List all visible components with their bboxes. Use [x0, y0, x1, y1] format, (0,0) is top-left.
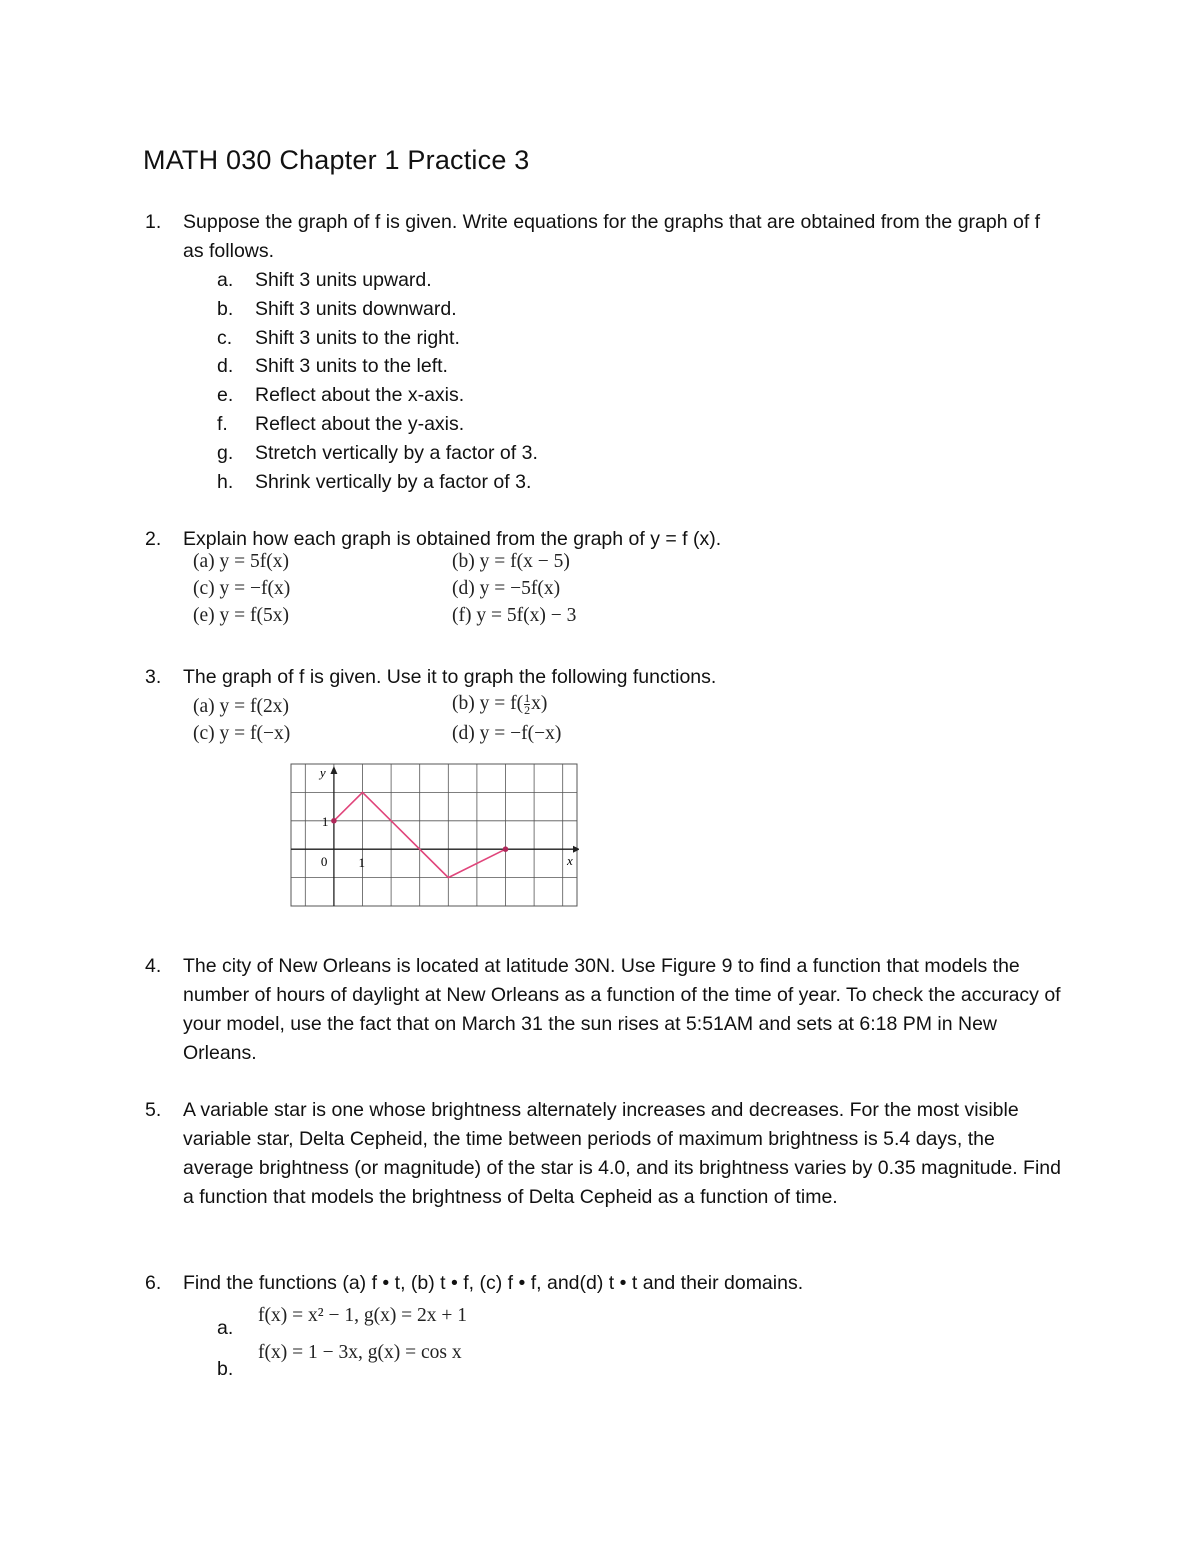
equation-3c: (c) y = f(−x) — [193, 723, 291, 744]
x-tick-label: 1 — [358, 855, 365, 871]
question-text: The graph of f is given. Use it to graph the following functions. — [183, 666, 717, 688]
equation-2a: (a) y = 5f(x) — [193, 551, 289, 572]
y-axis-label: y — [319, 765, 326, 780]
item-text: Stretch vertically by a factor of 3. — [255, 442, 538, 464]
question-number: 1. — [145, 211, 162, 233]
page-title: MATH 030 Chapter 1 Practice 3 — [143, 145, 530, 175]
question-number: 3. — [145, 666, 162, 688]
item-text: Reflect about the x-axis. — [255, 384, 465, 406]
function-graph — [289, 762, 579, 910]
fraction-denominator: 2 — [524, 703, 531, 718]
equation-3a: (a) y = f(2x) — [193, 696, 289, 717]
question-text: The city of New Orleans is located at latitude 30N. Use Figure 9 to find a function that models the number of hours of daylight at New Orleans as a function of the time of year. To check the accuracy of your model, use the fact that on March 31 the sun rises at 5:51AM and sets at 6:18 PM in New Orleans. — [183, 955, 1061, 1064]
question-number: 2. — [145, 528, 162, 550]
y-axis-arrow — [330, 766, 337, 774]
x-axis-arrow — [573, 846, 579, 853]
question-number: 4. — [145, 955, 162, 977]
item-text: Shift 3 units downward. — [255, 298, 457, 320]
item-letter: a. — [217, 269, 234, 291]
graph-point — [503, 846, 509, 852]
item-letter: c. — [217, 327, 233, 349]
part-6a-label: a. — [217, 1317, 234, 1339]
item-text: Shift 3 units upward. — [255, 269, 432, 291]
question-number: 5. — [145, 1099, 162, 1121]
equation-2d: (d) y = −5f(x) — [452, 578, 561, 599]
equation-3b — [452, 690, 547, 717]
equation-3d: (d) y = −f(−x) — [452, 723, 562, 744]
equation-2c: (c) y = −f(x) — [193, 578, 291, 599]
equation-3b-suffix: x) — [531, 693, 548, 714]
item-letter: f. — [217, 413, 228, 435]
question-number: 6. — [145, 1272, 162, 1294]
item-text: Shift 3 units to the left. — [255, 355, 448, 377]
fraction-one-half — [524, 693, 530, 716]
question-text: A variable star is one whose brightness alternately increases and decreases. For the most visible variable star, Delta Cepheid, the time between periods of maximum brightness is 5.4 days, the average brightness (or magnitude) of the star is 4.0, and its brightness varies by 0.35 magnitude. Find a function that models the brightness of Delta Cepheid as a function of time. — [183, 1099, 1061, 1208]
item-letter: d. — [217, 355, 234, 377]
graph-point — [331, 818, 337, 824]
question-text: Find the functions (a) f • t, (b) t • f, (c) f • f, and(d) t • t and their domains. — [183, 1272, 804, 1294]
item-letter: g. — [217, 442, 234, 464]
function-pair-6b: f(x) = 1 − 3x, g(x) = cos x — [258, 1342, 462, 1363]
question-text: Explain how each graph is obtained from the graph of y = f (x). — [183, 528, 722, 550]
graph-axes — [291, 766, 579, 906]
item-letter: e. — [217, 384, 234, 406]
y-tick-label: 1 — [321, 813, 329, 829]
equation-2f: (f) y = 5f(x) − 3 — [452, 605, 577, 626]
question-text: Suppose the graph of f is given. Write equations for the graphs that are obtained from the graph of f as follows. — [183, 211, 1041, 262]
item-text: Shrink vertically by a factor of 3. — [255, 471, 532, 493]
item-letter: h. — [217, 471, 234, 493]
equation-3b-prefix: (b) y = f( — [452, 693, 524, 714]
function-pair-6a: f(x) = x² − 1, g(x) = 2x + 1 — [258, 1305, 468, 1326]
fraction-numerator: 1 — [524, 691, 531, 706]
x-axis-label: x — [567, 853, 573, 869]
origin-label: 0 — [320, 854, 328, 870]
item-letter: b. — [217, 298, 234, 320]
equation-2e: (e) y = f(5x) — [193, 605, 289, 626]
equation-2b: (b) y = f(x − 5) — [452, 551, 570, 572]
item-text: Shift 3 units to the right. — [255, 327, 460, 349]
part-6b-label: b. — [217, 1358, 234, 1380]
item-text: Reflect about the y-axis. — [255, 413, 465, 435]
